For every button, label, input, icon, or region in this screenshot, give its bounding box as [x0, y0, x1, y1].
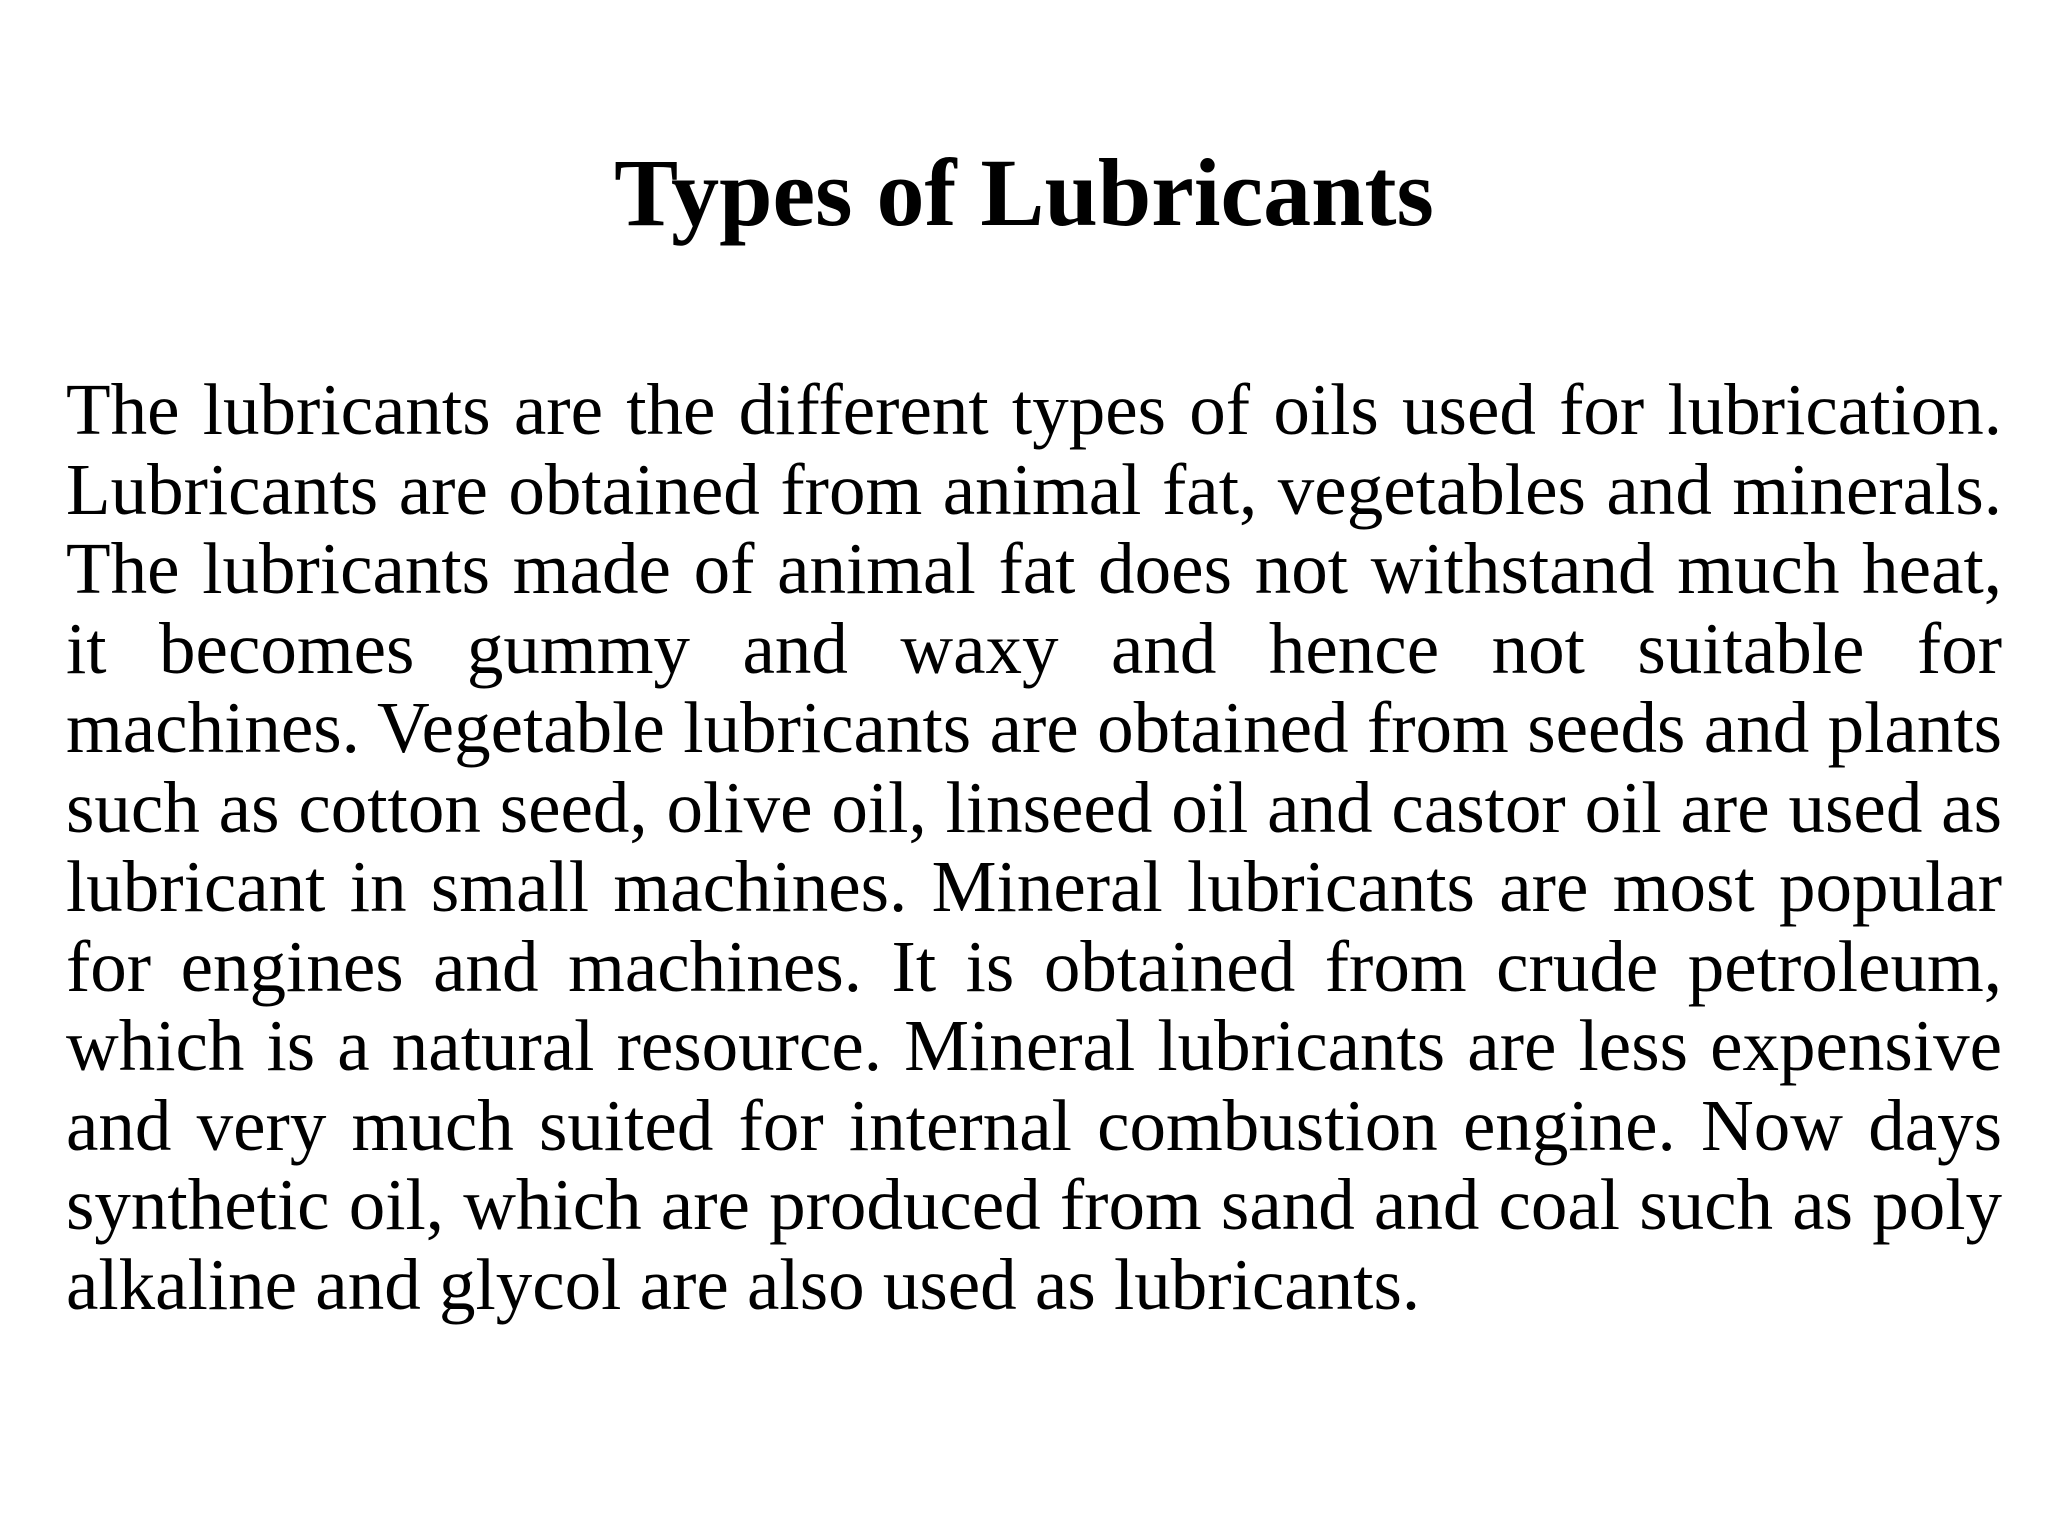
body-line: alkaline and glycol are also used as lubricants.: [66, 1243, 1421, 1325]
body-line: vegetables and minerals. The lubricants made of animal: [66, 448, 2003, 609]
body-line: waxy and hence not suitable for machines. Vegetable: [66, 607, 2003, 768]
body-line: which are produced from sand and coal such as poly: [463, 1164, 2002, 1245]
body-line: crude petroleum, which is a natural resource. Mineral: [66, 925, 2002, 1086]
body-line: The lubricants are the different types of oils used for: [66, 369, 1645, 450]
body-line: lubrication. Lubricants are obtained from animal fat,: [66, 369, 2002, 530]
body-line: cotton seed, olive oil, linseed oil and castor oil are used as: [298, 766, 2002, 848]
body-line: lubricants are less expensive and very much suited for: [66, 1005, 2003, 1166]
body-line: internal combustion engine. Now days synthetic oil,: [66, 1084, 2003, 1245]
body-line: lubricants are obtained from seeds and plants such as: [66, 687, 2003, 848]
body-line: popular for engines and machines. It is obtained from: [66, 846, 2003, 1007]
body-line: lubricant in small machines. Mineral lubricants are most: [66, 846, 1755, 927]
slide-body-paragraph: [66, 370, 2002, 1324]
slide-title: Types of Lubricants: [614, 139, 1434, 246]
body-line: fat does not withstand much heat, it becomes gummy and: [66, 528, 2002, 689]
